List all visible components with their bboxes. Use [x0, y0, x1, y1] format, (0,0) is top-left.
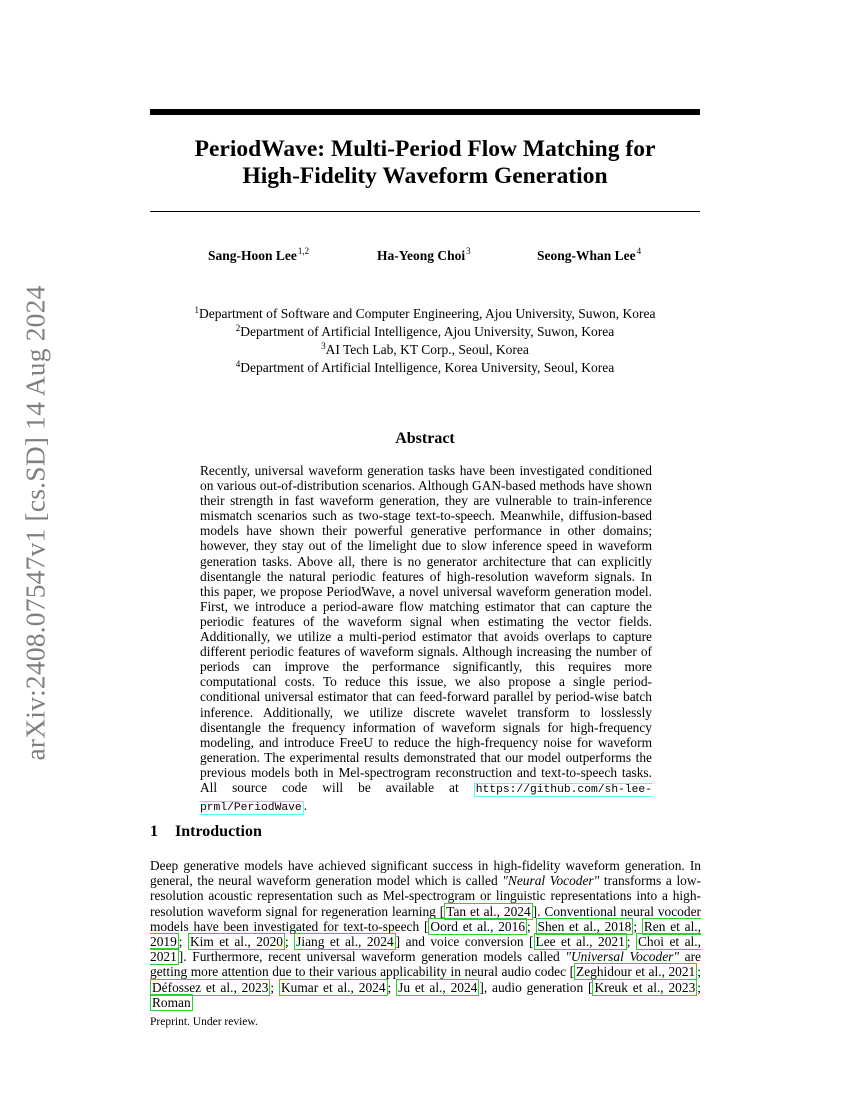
citation-link[interactable]: Shen et al., 2018 [537, 918, 632, 934]
author-name: Seong-Whan Lee [537, 248, 636, 263]
author-1 [208, 248, 309, 264]
title-bottom-rule [150, 211, 700, 212]
title-top-rule [150, 109, 700, 115]
citation-link[interactable]: Kumar et al., 2024 [281, 979, 386, 995]
repository-link[interactable]: https://github.com/sh-lee-prml/PeriodWave [200, 783, 652, 815]
abstract-heading: Abstract [395, 430, 455, 447]
section-heading-introduction [150, 823, 262, 841]
citation-link[interactable]: Zeghidour et al., 2021 [576, 964, 696, 980]
affiliation-1: $^1$Department of Software and Computer Engineering, Ajou University, Suwon, Korea [194, 305, 656, 321]
affiliation-4: $^4$Department of Artificial Intelligence, Korea University, Seoul, Korea [235, 359, 615, 375]
author-3 [537, 248, 641, 264]
citation-link[interactable]: Kreuk et al., 2023 [594, 979, 696, 995]
author-affiliation-mark: 4 [636, 246, 642, 256]
abstract-body: Recently, universal waveform generation tasks have been investigated conditioned on various out-of-distribution scenarios. Although GAN-based methods have shown their strength in fast waveform generation, they are vulnerable to train-inference mismatch scenarios such as two-stage text-to-speech. Meanwhile, diffusion-based models have shown their powerful generative performance in other domains; however, they stay out of the limelight due to slow inference speed in waveform generation tasks. Above all, there is no generator architecture that can explicitly disentangle the natural periodic features of high-resolution waveform signals. In this paper, we propose PeriodWave, a novel universal waveform generation model. First, we introduce a period-aware flow matching estimator that can capture the periodic features of the waveform signal when estimating the vector fields. Additionally, we utilize a multi-period estimator that avoids overlaps to capture different periodic features of waveform signals. Although increasing the number of periods can improve the performance significantly, this requires more computational costs. To reduce this issue, we also propose a single period-conditional universal estimator that can feed-forward parallel by period-wise batch inference. Additionally, we utilize discrete wavelet transform to losslessly disentangle the frequency information of waveform signals for high-frequency modeling, and introduce FreeU to reduce the high-frequency noise for waveform generation. The experimental results demonstrated that our model outperforms the previous models both in Mel-spectrogram reconstruction and text-to-speech tasks. All source code will be available at https://github.com/sh-lee-prml/PeriodWave . [200, 463, 652, 815]
affiliation-3: $^3$AI Tech Lab, KT Corp., Seoul, Korea [321, 341, 529, 357]
citation-link[interactable]: Défossez et al., 2023 [152, 979, 269, 995]
term-neural-vocoder: "Neural Vocoder" [502, 873, 600, 889]
citation-link[interactable]: Choi et al., 2021 [150, 934, 701, 965]
title-line-2: High-Fidelity Waveform Generation [242, 163, 608, 189]
citation-link[interactable]: Jiang et al., 2024 [296, 934, 394, 950]
affiliation-2: $^2$Department of Artificial Intelligence, Ajou University, Suwon, Korea [235, 323, 615, 339]
citation-link[interactable]: Tan et al., 2024 [446, 903, 531, 919]
author-name: Sang-Hoon Lee [208, 248, 297, 263]
author-name: Ha-Yeong Choi [377, 248, 466, 263]
citation-link[interactable]: Oord et al., 2016 [430, 918, 526, 934]
citation-link[interactable]: Roman [152, 994, 191, 1010]
citation-link[interactable]: Ju et al., 2024 [398, 979, 478, 995]
author-2 [377, 248, 471, 264]
citation-link[interactable]: Lee et al., 2021 [535, 934, 625, 950]
arxiv-identifier-stamp [19, 285, 53, 761]
preprint-footer: Preprint. Under review. [150, 1016, 258, 1028]
term-universal-vocoder: "Universal Vocoder" [565, 949, 679, 965]
author-affiliation-mark: 1,2 [297, 246, 310, 256]
arxiv-id-text: arXiv:2408.07547v1 [cs.SD] 14 Aug 2024 [20, 285, 52, 761]
section-number: 1 [150, 823, 158, 840]
paper-title [150, 136, 700, 190]
title-line-1: PeriodWave: Multi-Period Flow Matching for [194, 136, 656, 162]
author-affiliation-mark: 3 [466, 246, 471, 256]
abstract-text: Recently, universal waveform generation tasks have been investigated conditioned on various out-of-distribution scenarios. Although GAN-based methods have shown their strength in fast waveform generation, they are vulnerable to train-inference mismatch scenarios such as two-stage text-to-speech. Meanwhile, diffusion-based models have shown their powerful generative performance in other domains; however, they stay out of the limelight due to slow inference speed in waveform generation tasks. Above all, there is no generator architecture that can explicitly disentangle the natural periodic features of high-resolution waveform signals. In this paper, we propose PeriodWave, a novel universal waveform generation model. First, we introduce a period-aware flow matching estimator that can capture the periodic features of the waveform signal when estimating the vector fields. Additionally, we utilize a multi-period estimator that avoids overlaps to capture different periodic features of waveform signals. Although increasing the number of periods can improve the performance significantly, this requires more computational costs. To reduce this issue, we also propose a single period-conditional universal estimator that can feed-forward parallel by period-wise batch inference. Additionally, we utilize discrete wavelet transform to losslessly disentangle the frequency information of waveform signals for high-frequency modeling, and introduce FreeU to reduce the high-frequency noise for waveform generation. The experimental results demonstrated that our model outperforms the previous models both in Mel-spectrogram reconstruction and text-to-speech tasks. All source code will be available at [200, 463, 652, 795]
section-title: Introduction [175, 823, 262, 840]
introduction-paragraph: Deep generative models have achieved significant success in high-fidelity waveform generation. In general, the neural waveform generation model which is called "Neural Vocoder" transforms a low-resolution acoustic representation such as Mel-spectrogram or linguistic representations into a high-resolution waveform signal for regeneration learning [ Tan et al., 2024 ]. Conventional neural vocoder models have been investigated for text-to-speech [ Oord et al., 2016 ; Shen et al., 2018 ; Ren et al., 2019 ; Kim et al., 2020 ; Jiang et al., 2024 ] and voice conversion [ Lee et al., 2021 ; Choi et al., 2021 ]. Furthermore, recent universal waveform generation models called "Universal Vocoder" are getting more attention due to their various applicability in neural audio codec [ Zeghidour et al., 2021 ; Défossez et al., 2023 ; Kumar et al., 2024 ; Ju et al., 2024 ], audio generation [ Kreuk et al., 2023 ; Roman [150, 858, 701, 1010]
affiliations [150, 305, 700, 377]
citation-link[interactable]: Ren et al., 2019 [150, 918, 701, 950]
citation-link[interactable]: Kim et al., 2020 [189, 934, 283, 950]
